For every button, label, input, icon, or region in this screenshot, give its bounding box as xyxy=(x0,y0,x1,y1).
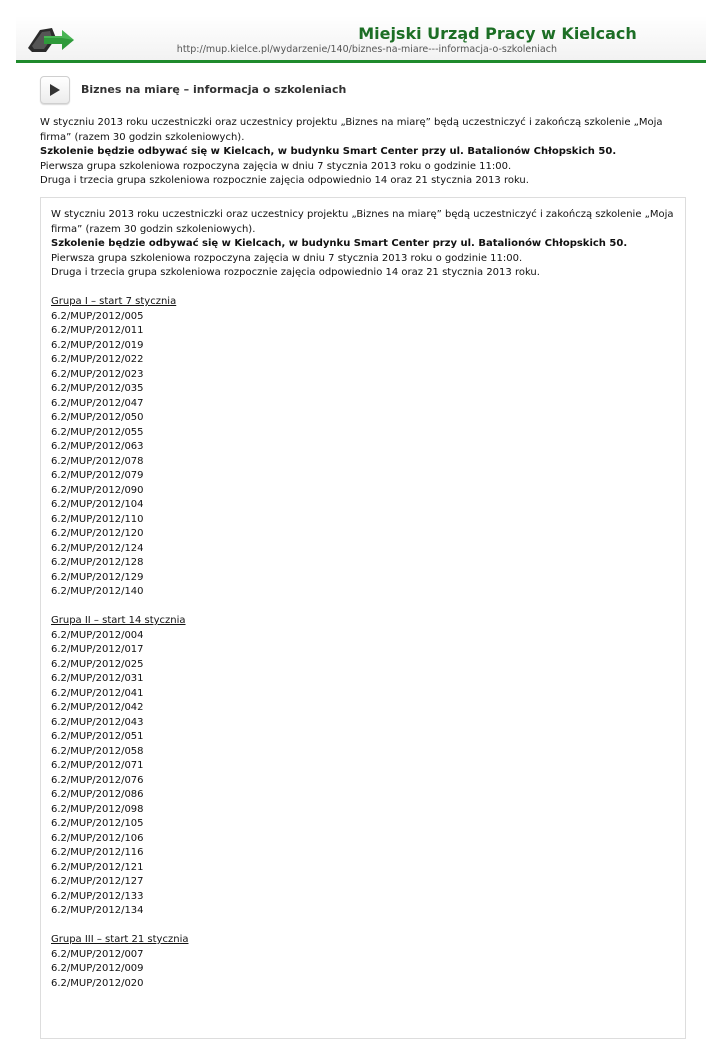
header-divider xyxy=(16,60,706,63)
site-title: Miejski Urząd Pracy w Kielcach xyxy=(358,24,637,43)
participant-code: 6.2/MUP/2012/090 xyxy=(51,484,144,496)
participant-code: 6.2/MUP/2012/134 xyxy=(51,905,144,916)
participant-code: 6.2/MUP/2012/104 xyxy=(51,499,144,510)
participant-code: 6.2/MUP/2012/071 xyxy=(51,760,144,771)
group-title: Grupa III – start 21 stycznia xyxy=(51,934,189,945)
arrow-button[interactable] xyxy=(40,76,70,104)
content-box xyxy=(40,197,686,1039)
participant-code: 6.2/MUP/2012/009 xyxy=(51,963,144,974)
participant-code: 6.2/MUP/2012/121 xyxy=(51,861,144,873)
participant-code: 6.2/MUP/2012/031 xyxy=(51,673,144,684)
participant-code: 6.2/MUP/2012/133 xyxy=(51,890,144,902)
participant-code: 6.2/MUP/2012/076 xyxy=(51,774,144,786)
group-spacer xyxy=(51,600,677,615)
intro-location: Szkolenie będzie odbywać się w Kielcach, w budynku Smart Center przy ul. Batalionów Chłopskich 50. xyxy=(40,146,617,157)
participant-code: 6.2/MUP/2012/041 xyxy=(51,687,144,699)
participant-code: 6.2/MUP/2012/023 xyxy=(51,368,144,380)
participant-code: 6.2/MUP/2012/035 xyxy=(51,383,144,394)
participant-code: 6.2/MUP/2012/019 xyxy=(51,339,144,351)
participant-code: 6.2/MUP/2012/022 xyxy=(51,354,144,365)
content-other-groups: Druga i trzecia grupa szkoleniowa rozpocznie zajęcia odpowiednio 14 oraz 21 stycznia 2013 roku. xyxy=(51,267,540,278)
group-spacer xyxy=(51,919,677,934)
participant-code: 6.2/MUP/2012/140 xyxy=(51,586,144,597)
participant-code: 6.2/MUP/2012/058 xyxy=(51,745,144,757)
intro-section xyxy=(40,116,692,189)
participant-code: 6.2/MUP/2012/005 xyxy=(51,310,144,322)
participant-code: 6.2/MUP/2012/017 xyxy=(51,644,144,655)
page-header xyxy=(0,0,725,64)
participant-code: 6.2/MUP/2012/078 xyxy=(51,455,144,467)
content-first-group: Pierwsza grupa szkoleniowa rozpoczyna zajęcia w dniu 7 stycznia 2013 roku o godzinie 11:00. xyxy=(51,252,523,264)
participant-code: 6.2/MUP/2012/043 xyxy=(51,716,144,728)
intro-paragraph: W styczniu 2013 roku uczestniczki oraz uczestnicy projektu „Biznes na miarę” będą uczestniczyć i zakończą szkolenie „Moja firma” (razem 30 godzin szkoleniowych). xyxy=(40,117,663,143)
intro-first-group: Pierwsza grupa szkoleniowa rozpoczyna zajęcia w dniu 7 stycznia 2013 roku o godzinie 11:00. xyxy=(40,160,512,172)
group-spacer xyxy=(51,281,677,296)
participant-code: 6.2/MUP/2012/042 xyxy=(51,702,144,713)
content-paragraph: W styczniu 2013 roku uczestniczki oraz uczestnicy projektu „Biznes na miarę” będą uczestniczyć i zakończą szkolenie „Moja firma” (razem 30 godzin szkoleniowych). xyxy=(51,209,674,235)
participant-code: 6.2/MUP/2012/120 xyxy=(51,528,144,539)
participant-code: 6.2/MUP/2012/007 xyxy=(51,948,144,960)
participant-code: 6.2/MUP/2012/047 xyxy=(51,397,144,409)
group-title: Grupa I – start 7 stycznia xyxy=(51,296,177,307)
participant-code: 6.2/MUP/2012/025 xyxy=(51,658,144,670)
intro-other-groups: Druga i trzecia grupa szkoleniowa rozpocznie zajęcia odpowiednio 14 oraz 21 stycznia 2013 roku. xyxy=(40,175,529,186)
article-heading xyxy=(40,76,680,106)
participant-code: 6.2/MUP/2012/050 xyxy=(51,412,144,423)
content-location: Szkolenie będzie odbywać się w Kielcach, w budynku Smart Center przy ul. Batalionów Chłopskich 50. xyxy=(51,238,628,249)
participant-code: 6.2/MUP/2012/079 xyxy=(51,470,144,481)
participant-code: 6.2/MUP/2012/129 xyxy=(51,571,144,583)
groups-list xyxy=(51,281,677,992)
content-body xyxy=(51,208,677,991)
article-title: Biznes na miarę – informacja o szkoleniach xyxy=(81,83,347,96)
participant-code: 6.2/MUP/2012/011 xyxy=(51,325,144,336)
page-url: http://mup.kielce.pl/wydarzenie/140/biznes-na-miare---informacja-o-szkoleniach xyxy=(176,44,557,55)
group-title: Grupa II – start 14 stycznia xyxy=(51,615,186,626)
participant-code: 6.2/MUP/2012/128 xyxy=(51,557,144,568)
participant-code: 6.2/MUP/2012/051 xyxy=(51,731,144,742)
logo-icon xyxy=(26,24,76,54)
participant-code: 6.2/MUP/2012/116 xyxy=(51,847,144,858)
participant-code: 6.2/MUP/2012/055 xyxy=(51,426,144,438)
participant-code: 6.2/MUP/2012/004 xyxy=(51,629,144,641)
play-arrow-icon xyxy=(49,83,61,97)
participant-code: 6.2/MUP/2012/124 xyxy=(51,542,144,554)
participant-code: 6.2/MUP/2012/110 xyxy=(51,513,144,525)
participant-code: 6.2/MUP/2012/127 xyxy=(51,876,144,887)
participant-code: 6.2/MUP/2012/063 xyxy=(51,441,144,452)
participant-code: 6.2/MUP/2012/086 xyxy=(51,789,144,800)
participant-code: 6.2/MUP/2012/105 xyxy=(51,818,144,829)
participant-code: 6.2/MUP/2012/098 xyxy=(51,803,144,815)
participant-code: 6.2/MUP/2012/020 xyxy=(51,977,144,989)
participant-code: 6.2/MUP/2012/106 xyxy=(51,832,144,844)
